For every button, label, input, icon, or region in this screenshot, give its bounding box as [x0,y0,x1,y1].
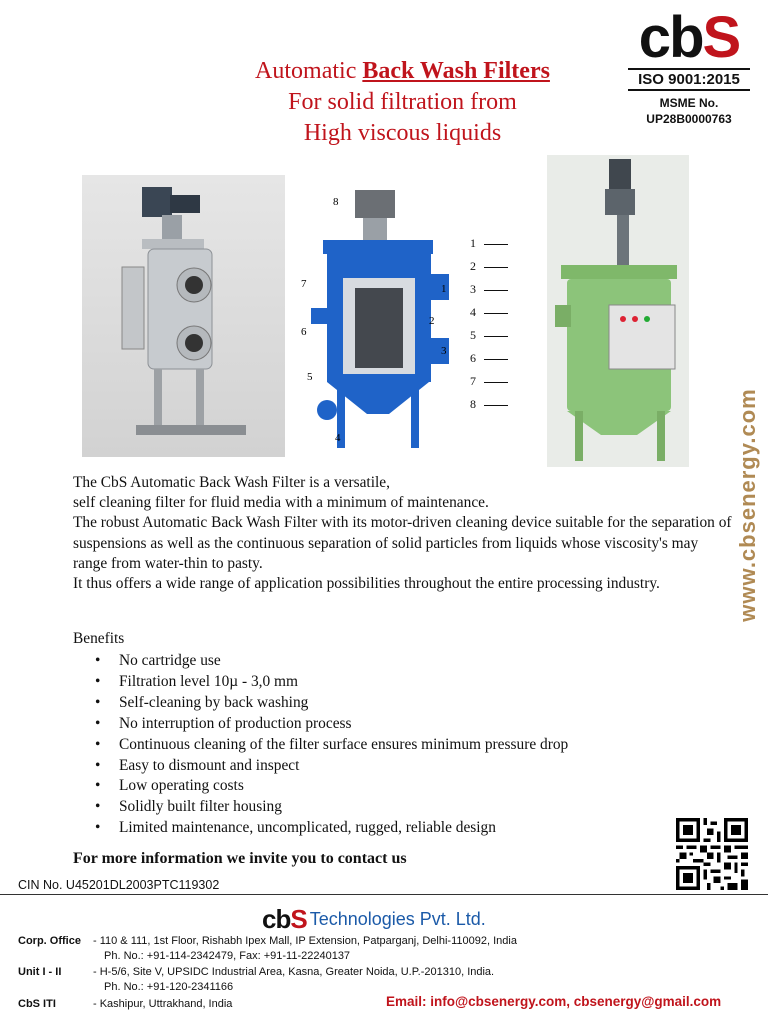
description-paragraph-3: It thus offers a wide range of application possibilities throughout the entire processing industry. [73,575,660,593]
legend-5: 5 [470,328,520,343]
iti-label: CbS ITI [18,998,56,1010]
callout-7: 7 [301,278,307,290]
cbs-logo [628,5,750,127]
title-emphasis: Back Wash Filters [362,58,550,84]
callout-4: 4 [335,432,341,444]
company-name-block [262,904,486,935]
description-line-2: self cleaning filter for fluid media with a minimum of maintenance. [73,494,489,512]
unit-label: Unit I - II [18,966,62,978]
description [73,473,733,594]
legend-1: 1 [470,236,520,251]
company-logo-mark: cbS [262,904,307,934]
legend-4: 4 [470,305,520,320]
benefit-item: • Self-cleaning by back washing [73,693,673,714]
company-name: Technologies Pvt. Ltd. [309,909,486,929]
benefit-item: • Low operating costs [73,776,673,797]
green-filter-illustration [547,155,689,467]
benefit-item: • No cartridge use [73,651,673,672]
stainless-filter-illustration [82,175,285,457]
legend-7: 7 [470,374,520,389]
description-paragraph-2: The robust Automatic Back Wash Filter with its motor-driven cleaning device suitable for the separation of suspensions as well as the continuous separation of solid particles from liquids whose viscosity's may range from water-thin to pasty. [73,514,732,572]
cin-number: CIN No. U45201DL2003PTC119302 [18,878,220,892]
msme-label: MSME No. [659,96,719,110]
footer-divider [0,894,768,895]
corp-office-phone: Ph. No.: +91-114-2342479, Fax: +91-11-22240137 [104,950,351,962]
benefit-item: • Limited maintenance, uncomplicated, rugged, reliable design [73,818,673,839]
page-title [150,56,655,149]
unit-address: - H-5/6, Site V, UPSIDC Industrial Area, Kasna, Greater Noida, U.P.-201310, India. [93,966,495,978]
contact-invitation: For more information we invite you to contact us [73,850,407,867]
iso-certification: ISO 9001:2015 [628,68,750,91]
callout-6: 6 [301,326,307,338]
callout-8: 8 [333,196,339,208]
corp-office-label: Corp. Office [18,935,81,947]
side-website-url: www.cbsenergy.com [735,388,760,622]
description-line-1: The CbS Automatic Back Wash Filter is a versatile, [73,474,390,491]
unit-phone: Ph. No.: +91-120-2341166 [104,981,234,993]
diagram-legend [462,236,517,416]
legend-6: 6 [470,351,520,366]
title-line-1: Automatic Back Wash Filters [255,58,550,84]
callout-2: 2 [429,315,435,327]
logo-mark: cbS [638,5,740,70]
benefits-list [73,651,673,839]
iti-address: - Kashipur, Uttrakhand, India [93,998,233,1010]
benefit-item: • No interruption of production process [73,714,673,735]
contact-email[interactable]: Email: info@cbsenergy.com, cbsenergy@gmail.com [386,994,722,1009]
benefit-item: • Solidly built filter housing [73,797,673,818]
title-line-2: For solid filtration from [288,89,517,115]
benefit-item: • Continuous cleaning of the filter surface ensures minimum pressure drop [73,735,673,756]
legend-3: 3 [470,282,520,297]
qr-code[interactable] [676,818,748,890]
product-photo-green-filter [547,155,689,467]
legend-2: 2 [470,259,520,274]
callout-1: 1 [441,283,447,295]
benefit-item: • Filtration level 10µ - 3,0 mm [73,672,673,693]
product-diagram-blue-filter [293,188,463,458]
callout-3: 3 [441,345,447,357]
legend-8: 8 [470,397,520,412]
qr-code-icon [676,818,748,890]
corp-office-address: - 110 & 111, 1st Floor, Rishabh Ipex Mall, IP Extension, Patparganj, Delhi-110092, India [93,935,517,947]
benefit-item: • Easy to dismount and inspect [73,756,673,777]
title-line-3: High viscous liquids [303,120,502,146]
blue-filter-cutaway-illustration [293,188,463,458]
msme-number: UP28B0000763 [646,112,732,126]
product-photo-stainless-filter [82,175,285,457]
callout-5: 5 [307,371,313,383]
benefits-heading: Benefits [73,630,125,647]
